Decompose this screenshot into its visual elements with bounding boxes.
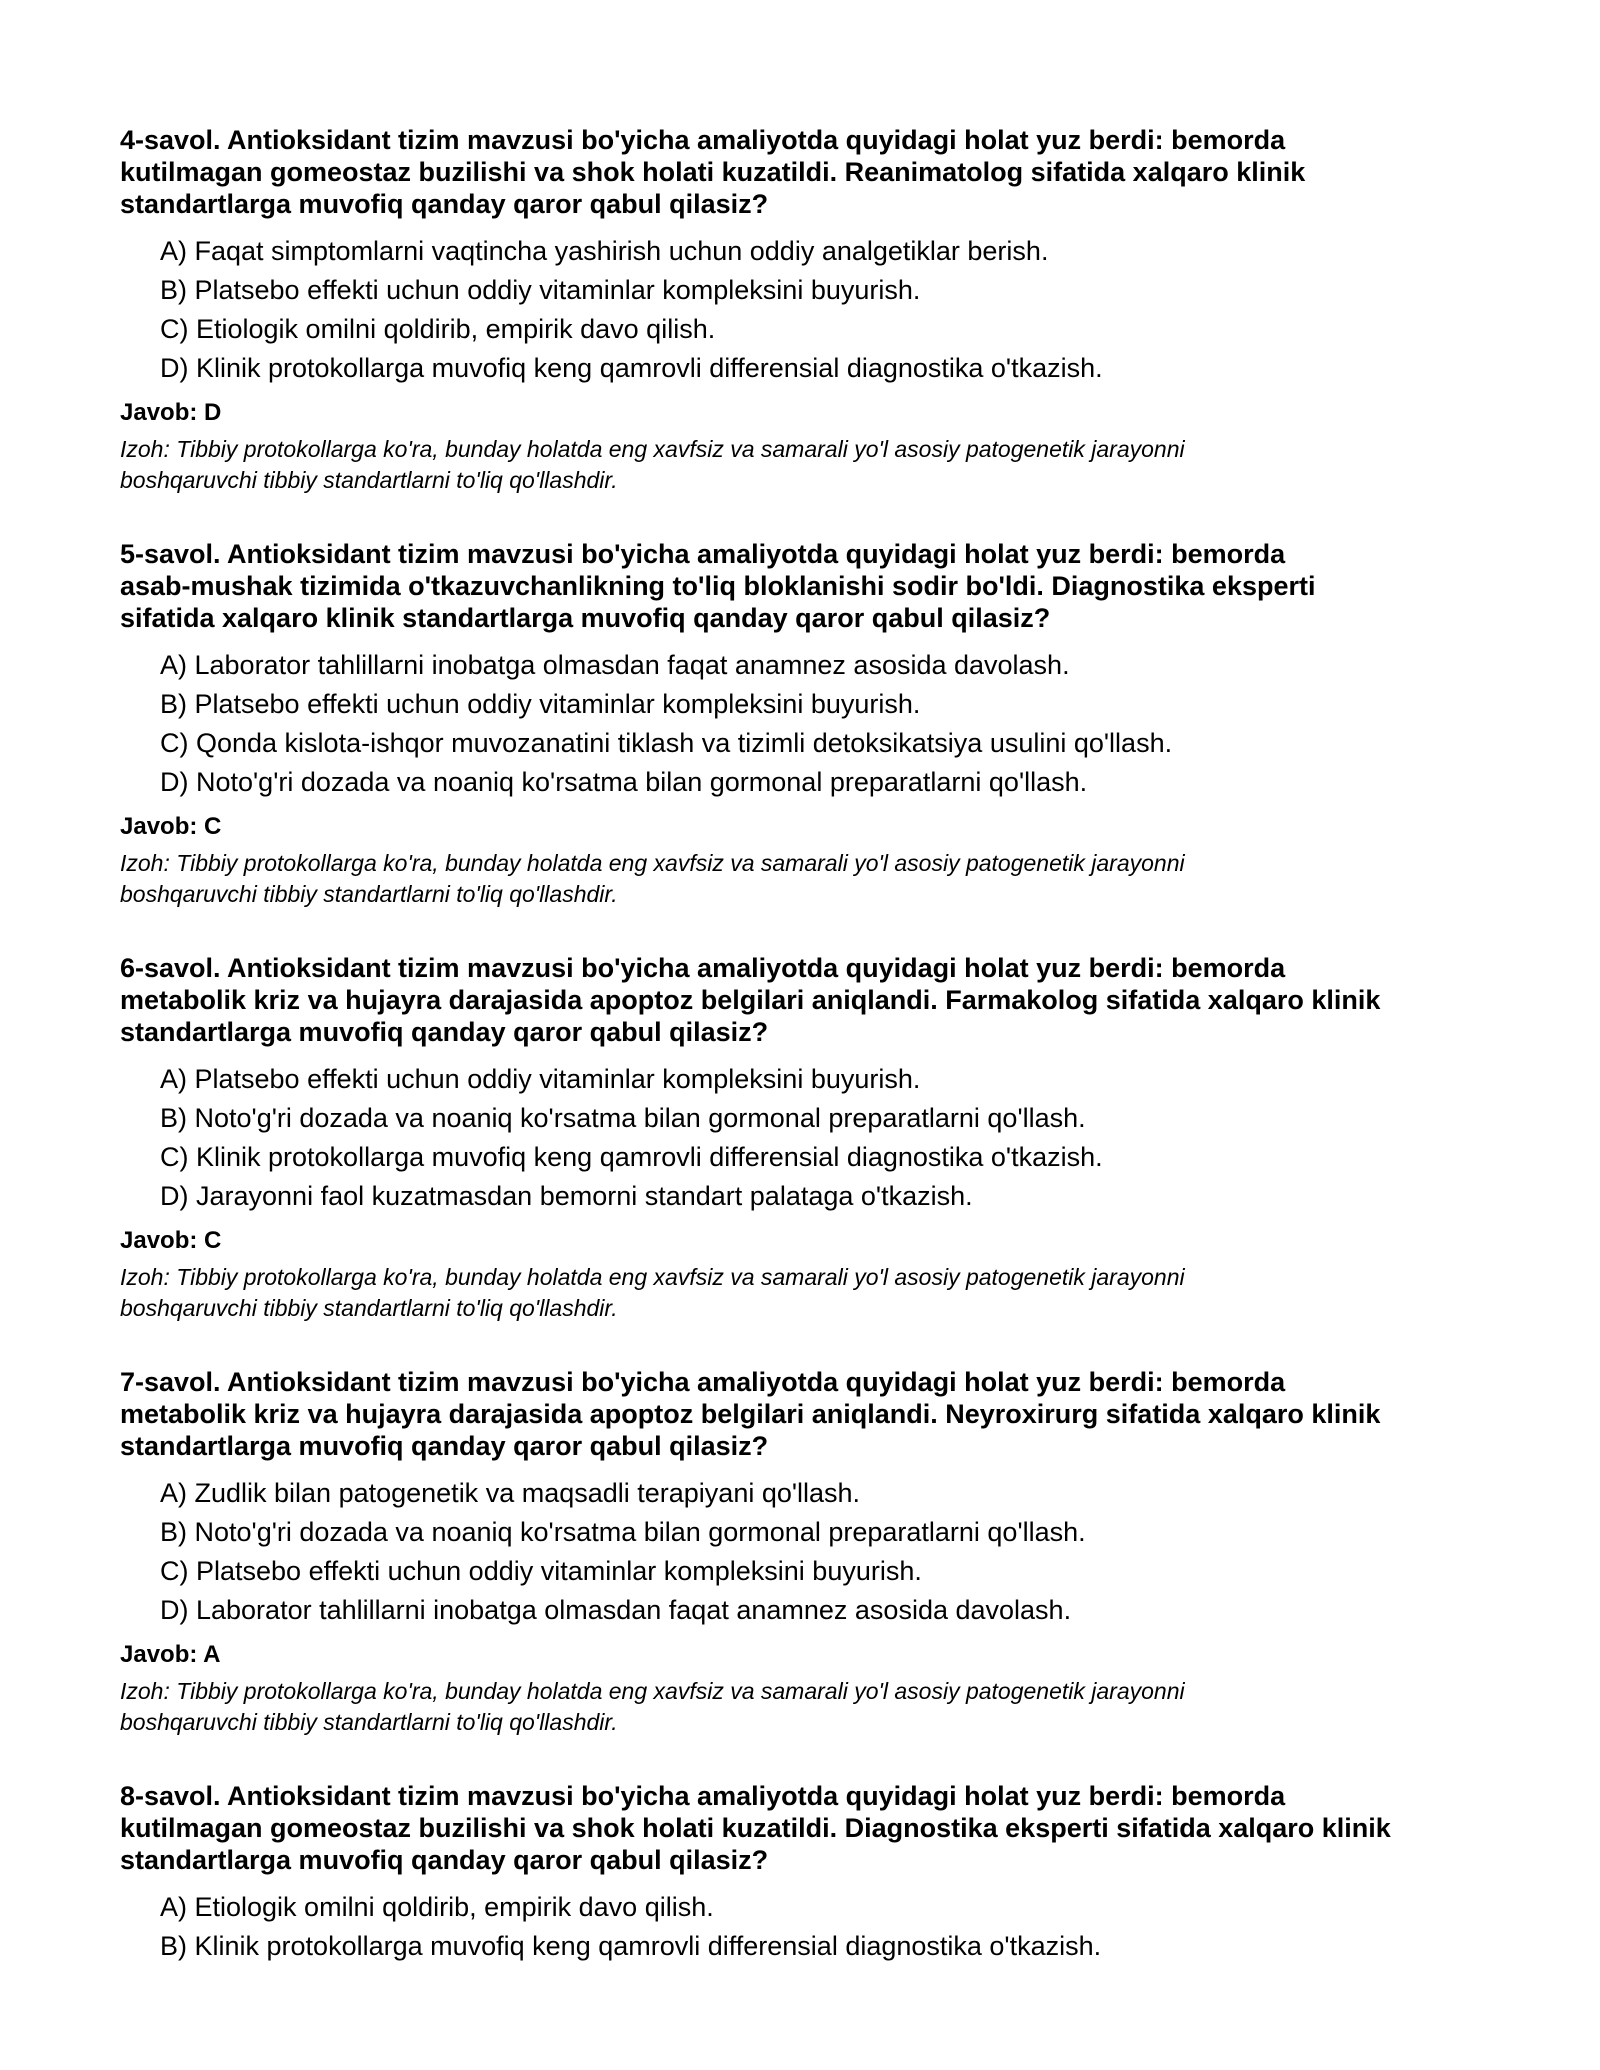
question-block [120, 952, 1500, 1324]
option-item: D) Noto'g'ri dozada va noaniq ko'rsatma bilan gormonal preparatlarni qo'llash. [160, 767, 1088, 797]
option-item: B) Klinik protokollarga muvofiq keng qamrovli differensial diagnostika o'tkazish. [160, 1931, 1102, 1961]
answer-label: Javob: D [120, 399, 222, 426]
question-title: 8-savol. Antioksidant tizim mavzusi bo'yicha amaliyotda quyidagi holat yuz berdi: bemorda kutilmagan gomeostaz buzilishi va shok holati kuzatildi. Diagnostika eksperti sifatida xalqaro klinik standartlarga muvofiq qanday qaror qabul qilasiz? [120, 1781, 1391, 1875]
option-item: D) Klinik protokollarga muvofiq keng qamrovli differensial diagnostika o'tkazish. [160, 353, 1103, 383]
option-item: B) Platsebo effekti uchun oddiy vitaminlar kompleksini buyurish. [160, 275, 921, 305]
question-title: 5-savol. Antioksidant tizim mavzusi bo'yicha amaliyotda quyidagi holat yuz berdi: bemorda asab-mushak tizimida o'tkazuvchanlikning to'liq bloklanishi sodir bo'ldi. Diagnostika eksperti sifatida xalqaro klinik standartlarga muvofiq qanday qaror qabul qilasiz? [120, 539, 1316, 633]
option-list [120, 1888, 1500, 1966]
question-block [120, 1366, 1500, 1738]
document-page [120, 124, 1500, 2008]
explanation-note: Izoh: Tibbiy protokollarga ko'ra, bunday holatda eng xavfsiz va samarali yo'l asosiy patogenetik jarayonni boshqaruvchi tibbiy standartlarni to'liq qo'llashdir. [120, 1678, 1185, 1735]
option-item: C) Klinik protokollarga muvofiq keng qamrovli differensial diagnostika o'tkazish. [160, 1142, 1103, 1172]
question-block [120, 1780, 1500, 1966]
question-title: 6-savol. Antioksidant tizim mavzusi bo'yicha amaliyotda quyidagi holat yuz berdi: bemorda metabolik kriz va hujayra darajasida apoptoz belgilari aniqlandi. Farmakolog sifatida xalqaro klinik standartlarga muvofiq qanday qaror qabul qilasiz? [120, 953, 1381, 1047]
option-list [120, 646, 1500, 802]
explanation-note: Izoh: Tibbiy protokollarga ko'ra, bunday holatda eng xavfsiz va samarali yo'l asosiy patogenetik jarayonni boshqaruvchi tibbiy standartlarni to'liq qo'llashdir. [120, 850, 1185, 907]
option-item: A) Laborator tahlillarni inobatga olmasdan faqat anamnez asosida davolash. [160, 650, 1070, 680]
option-list [120, 232, 1500, 388]
question-title: 7-savol. Antioksidant tizim mavzusi bo'yicha amaliyotda quyidagi holat yuz berdi: bemorda metabolik kriz va hujayra darajasida apoptoz belgilari aniqlandi. Neyroxirurg sifatida xalqaro klinik standartlarga muvofiq qanday qaror qabul qilasiz? [120, 1367, 1381, 1461]
answer-label: Javob: A [120, 1641, 221, 1668]
answer-label: Javob: C [120, 1227, 222, 1254]
option-item: C) Platsebo effekti uchun oddiy vitaminlar kompleksini buyurish. [160, 1556, 922, 1586]
explanation-note: Izoh: Tibbiy protokollarga ko'ra, bunday holatda eng xavfsiz va samarali yo'l asosiy patogenetik jarayonni boshqaruvchi tibbiy standartlarni to'liq qo'llashdir. [120, 436, 1185, 493]
option-item: C) Etiologik omilni qoldirib, empirik davo qilish. [160, 314, 716, 344]
question-block [120, 124, 1500, 496]
answer-label: Javob: C [120, 813, 222, 840]
option-item: A) Etiologik omilni qoldirib, empirik davo qilish. [160, 1892, 714, 1922]
explanation-note: Izoh: Tibbiy protokollarga ko'ra, bunday holatda eng xavfsiz va samarali yo'l asosiy patogenetik jarayonni boshqaruvchi tibbiy standartlarni to'liq qo'llashdir. [120, 1264, 1185, 1321]
option-item: B) Noto'g'ri dozada va noaniq ko'rsatma bilan gormonal preparatlarni qo'llash. [160, 1517, 1086, 1547]
question-title: 4-savol. Antioksidant tizim mavzusi bo'yicha amaliyotda quyidagi holat yuz berdi: bemorda kutilmagan gomeostaz buzilishi va shok holati kuzatildi. Reanimatolog sifatida xalqaro klinik standartlarga muvofiq qanday qaror qabul qilasiz? [120, 125, 1306, 219]
option-item: A) Faqat simptomlarni vaqtincha yashirish uchun oddiy analgetiklar berish. [160, 236, 1049, 266]
question-block [120, 538, 1500, 910]
option-item: B) Noto'g'ri dozada va noaniq ko'rsatma bilan gormonal preparatlarni qo'llash. [160, 1103, 1086, 1133]
option-item: A) Platsebo effekti uchun oddiy vitaminlar kompleksini buyurish. [160, 1064, 921, 1094]
option-item: B) Platsebo effekti uchun oddiy vitaminlar kompleksini buyurish. [160, 689, 921, 719]
option-item: D) Jarayonni faol kuzatmasdan bemorni standart palataga o'tkazish. [160, 1181, 973, 1211]
option-list [120, 1060, 1500, 1216]
option-item: A) Zudlik bilan patogenetik va maqsadli terapiyani qo'llash. [160, 1478, 861, 1508]
option-item: D) Laborator tahlillarni inobatga olmasdan faqat anamnez asosida davolash. [160, 1595, 1072, 1625]
option-item: C) Qonda kislota-ishqor muvozanatini tiklash va tizimli detoksikatsiya usulini qo'llash. [160, 728, 1173, 758]
option-list [120, 1474, 1500, 1630]
